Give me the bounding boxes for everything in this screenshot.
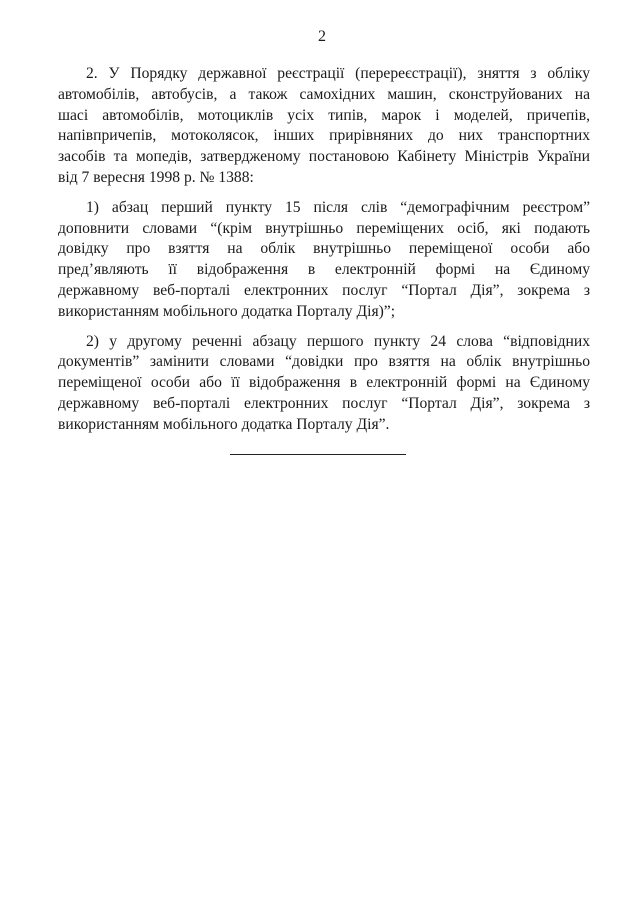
text-line: шасі автомобілів, мотоциклів усіх типів, марок і моделей, причепів, [58,106,590,124]
text-line: пред’являють її відображення в електронній формі на Єдиному [58,261,590,279]
text-line: довідку про взяття на облік внутрішньо переміщеної особи або [58,240,590,258]
text-line: доповнити словами “(крім внутрішньо переміщених осіб, які подають [58,219,590,237]
text-line: переміщеної особи або її відображення в електронній формі на Єдиному [58,374,590,392]
closing-divider-line [230,454,406,455]
paragraph-item-1 [58,198,590,323]
text-line: засобів та мопедів, затвердженому постановою Кабінету Міністрів України [58,148,590,166]
paragraph-2-intro [58,64,590,189]
text-line: 2) у другому реченні абзацу першого пункту 24 слова “відповідних [86,332,590,350]
text-line: 1) абзац перший пункту 15 після слів “демографічним реєстром” [86,198,590,216]
text-line: використанням мобільного додатка Порталу Дія”. [58,415,390,433]
text-line: документів” замінити словами “довідки про взяття на облік внутрішньо [58,353,590,371]
text-line: використанням мобільного додатка Порталу Дія)”; [58,302,396,320]
text-line: державному веб-порталі електронних послуг “Портал Дія”, зокрема з [58,281,590,299]
paragraph-item-2 [58,332,590,436]
text-line: від 7 вересня 1998 р. № 1388: [58,168,254,186]
text-line: 2. У Порядку державної реєстрації (перереєстрації), зняття з обліку [86,65,590,82]
text-line: автомобілів, автобусів, а також самохідних машин, сконструйованих на [58,85,590,103]
document-body [58,64,590,436]
text-line: державному веб-порталі електронних послуг “Портал Дія”, зокрема з [58,394,590,412]
page-number: 2 [318,28,326,45]
text-line: напівпричепів, мотоколясок, інших прирівняних до них транспортних [58,127,590,145]
